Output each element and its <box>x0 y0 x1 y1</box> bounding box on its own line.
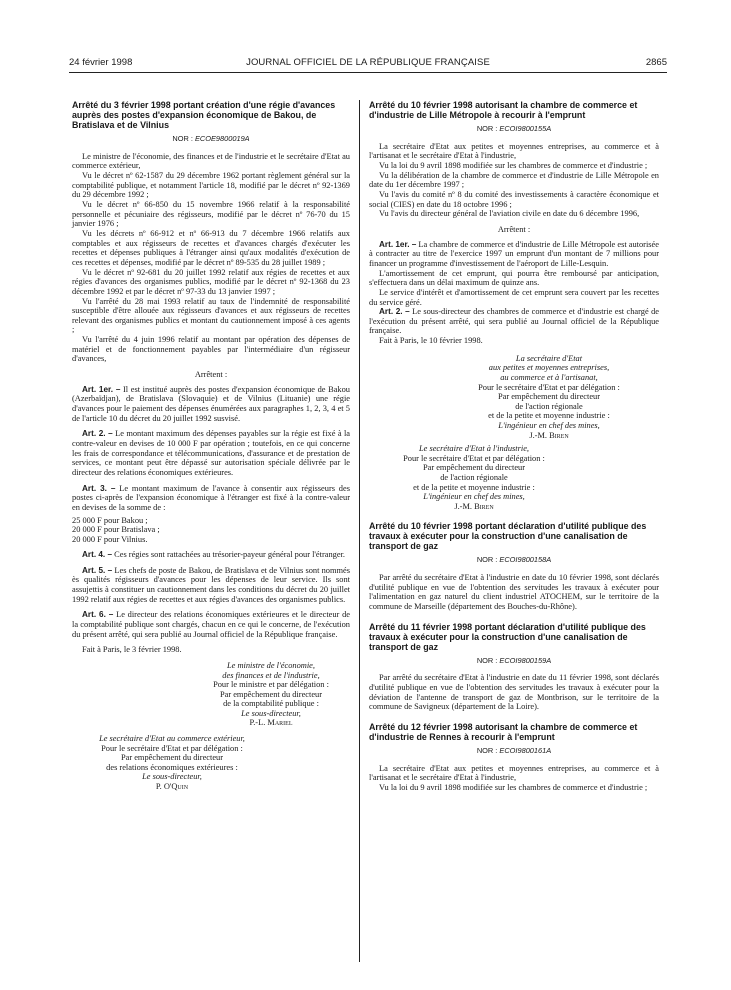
article-text: Ces régies sont rattachées au trésorier-payeur général pour l'étranger. <box>114 550 345 560</box>
done-at-line: Fait à Paris, le 3 février 1998. <box>82 645 182 655</box>
visa-paragraph: La secrétaire d'Etat aux petites et moyennes entreprises, au commerce et à l'artisanat et le secrétaire d'Etat à l'industrie, <box>369 141 659 161</box>
decree-text: Par arrêté du secrétaire d'Etat à l'industrie en date du 10 février 1998, sont déclarés d'utilité publique en vue de l'obtention des servitudes les travaux à exécuter pour l'alimentation en gaz naturel du client industriel ATOCHEM, sur le territoire de la commune de Marseille (département des Bouches-du-Rhône). <box>369 572 659 611</box>
nor-code: ECOI9800161A <box>499 745 552 755</box>
header-page-number: 2865 <box>645 57 667 68</box>
page-header <box>69 57 667 71</box>
nor-reference <box>369 555 659 565</box>
nor-label: NOR : <box>476 745 498 755</box>
nor-reference <box>369 124 659 134</box>
article-label: Art. 2. – <box>82 429 113 439</box>
article-label: Art. 1er. – <box>379 239 417 249</box>
article-label: Art. 2. – <box>379 307 410 317</box>
article <box>72 484 350 513</box>
nor-code: ECOI9800158A <box>499 555 552 565</box>
signature-line: de l'action régionale <box>440 472 508 482</box>
header-journal-title: JOURNAL OFFICIEL DE LA RÉPUBLIQUE FRANÇAISE <box>246 57 490 68</box>
visa-paragraph: Le ministre de l'économie, des finances et de l'industrie et le secrétaire d'Etat au commerce extérieur, <box>72 151 350 171</box>
signature-line: de l'action régionale <box>515 401 583 411</box>
signature-line: Le secrétaire d'Etat au commerce extérieur, <box>99 734 245 744</box>
article-text: Le montant maximum des dépenses payables sur la régie est fixé à la contre-valeur en devises de 10 000 F par opération ; toutefois, en ce qui concerne les frais de correspondance et télécommunications, d'assurance et de prestation de services, ce montant peut être dépassé sur autorisation spéciale délivrée par le directeur des relations économiques extérieures. <box>72 429 350 477</box>
visa-paragraph: Vu la loi du 9 avril 1898 modifiée sur les chambres de commerce et d'industrie ; <box>379 782 648 792</box>
article <box>72 550 350 560</box>
column-divider <box>359 100 360 962</box>
signature-block <box>439 354 659 440</box>
visa-paragraph: Vu le décret nº 62-1587 du 29 décembre 1962 portant règlement général sur la comptabilité publique, et notamment l'article 18, modifié par le décret nº 92-1369 du 29 décembre 1992 ; <box>72 170 350 200</box>
left-column <box>72 100 350 792</box>
nor-label: NOR : <box>476 655 498 665</box>
visa-paragraph: Vu la loi du 9 avril 1898 modifiée sur les chambres de commerce et d'industrie ; <box>379 160 648 170</box>
signature-line: Le sous-directeur, <box>142 772 202 782</box>
amount-item: 20 000 F pour Vilnius. <box>72 535 148 545</box>
article-label: Art. 6. – <box>82 610 114 620</box>
visa-paragraph: Vu l'arrêté du 28 mai 1993 relatif au taux de l'indemnité de responsabilité susceptible d'être allouée aux régisseurs d'avances et aux régisseurs de recettes relevant des organismes publics et montant du cautionnement imposé à ces agents ; <box>72 296 350 335</box>
signature-line: des finances et de l'industrie, <box>222 670 320 680</box>
nor-code: ECOI9800155A <box>499 124 552 133</box>
signatory-name: P.-L. Mariel <box>249 718 293 728</box>
signature-line: et de la petite et moyenne industrie : <box>413 482 535 492</box>
nor-label: NOR : <box>476 555 498 565</box>
nor-reference <box>72 134 350 144</box>
signature-block <box>192 661 350 728</box>
signature-line: Le secrétaire d'Etat à l'industrie, <box>418 444 530 454</box>
nor-label: NOR : <box>476 124 498 133</box>
visa-paragraph: Vu la délibération de la chambre de commerce et d'industrie de Lille Métropole en date du 1er décembre 1997 ; <box>369 170 659 190</box>
article-paragraph: Le service d'intérêt et d'amortissement de cet emprunt sera couvert par les recettes du service géré. <box>369 287 659 307</box>
signatory-name: J.-M. Biren <box>454 501 494 511</box>
signature-block <box>369 444 579 511</box>
signature-line: aux petites et moyennes entreprises, <box>488 363 610 373</box>
nor-code: ECOE9800019A <box>194 134 250 143</box>
signature-line: au commerce et à l'artisanat, <box>500 372 598 382</box>
signature-line: Pour le ministre et par délégation : <box>213 680 329 690</box>
nor-reference <box>369 746 659 756</box>
article-text: Le directeur des relations économiques extérieures et le directeur de la comptabilité publique sont chargés, chacun en ce qui le concerne, de l'exécution du présent arrêté, qui sera publié au Journal officiel de la République française. <box>72 610 350 639</box>
signature-line: Pour le secrétaire d'Etat et par délégation : <box>478 382 620 392</box>
visa-paragraph: Vu les décrets nº 66-912 et nº 66-913 du 7 décembre 1966 relatifs aux comptables et aux régisseurs de recettes et d'avances chargés d'exécuter les recettes et dépenses publiques à l'étranger ainsi qu'aux modalités d'exécution de ces recettes et dépenses, modifié par le décret nº 89-535 du 28 juillet 1989 ; <box>72 228 350 267</box>
nor-label: NOR : <box>172 134 193 143</box>
visa-paragraph: Vu l'avis du directeur général de l'aviation civile en date du 6 décembre 1996, <box>379 209 640 219</box>
arretent-heading: Arrêtent : <box>194 370 228 380</box>
article-paragraph: L'amortissement de cet emprunt, qui pourra être remboursé par anticipation, s'effectuera dans un délai maximum de quinze ans. <box>369 268 659 288</box>
article-text: La chambre de commerce et d'industrie de Lille Métropole est autorisée à contracter au titre de l'exercice 1997 un emprunt d'un montant de 7 millions pour financer un programme d'investissement de l'aéroport de Lille-Lesquin. <box>369 239 659 268</box>
signature-line: L'ingénieur en chef des mines, <box>498 420 600 430</box>
signature-line: Par empêchement du directeur <box>497 392 601 402</box>
done-at-line: Fait à Paris, le 10 février 1998. <box>379 336 483 346</box>
article <box>72 610 350 639</box>
signature-line: Pour le secrétaire d'Etat et par délégation : <box>101 743 243 753</box>
signature-line: Le ministre de l'économie, <box>226 660 315 670</box>
amount-list <box>72 516 350 545</box>
article-label: Art. 3. – <box>82 483 116 493</box>
decree-title: Arrêté du 12 février 1998 autorisant la chambre de commerce et d'industrie de Rennes à recourir à l'emprunt <box>369 721 638 742</box>
visa-paragraph: Vu l'avis du comité nº 8 du comité des investissements à caractère économique et social (CIES) en date du 18 octobre 1996 ; <box>369 189 659 209</box>
signature-line: Le sous-directeur, <box>241 708 301 718</box>
nor-reference <box>369 656 659 666</box>
signature-line: Par empêchement du directeur <box>219 689 323 699</box>
header-date: 24 février 1998 <box>69 57 133 68</box>
visa-paragraph: Vu l'arrêté du 4 juin 1996 relatif au montant par opération des dépenses de matériel et de fonctionnement payables par l'intermédiaire d'un régisseur d'avances, <box>72 335 350 364</box>
amount-item: 25 000 F pour Bakou ; <box>72 515 148 525</box>
article <box>72 429 350 477</box>
signature-line: et de la petite et moyenne industrie : <box>488 411 610 421</box>
article-label: Art. 4. – <box>82 550 113 560</box>
decree-title: Arrêté du 3 février 1998 portant création d'une régie d'avances auprès des postes d'expansion économique de Bakou, de Bratislava et de Vilnius <box>72 100 336 130</box>
article <box>72 385 350 424</box>
signatory-name: J.-M. Biren <box>529 430 569 440</box>
decree-title: Arrêté du 11 février 1998 portant déclaration d'utilité publique des travaux à exécuter pour la construction d'une canalisation de transport de gaz <box>369 621 646 652</box>
decree-title: Arrêté du 10 février 1998 autorisant la chambre de commerce et d'industrie de Lille Métropole à recourir à l'emprunt <box>369 100 638 120</box>
arretent-heading: Arrêtent : <box>497 224 531 234</box>
visa-paragraph: Vu le décret nº 66-850 du 15 novembre 1966 relatif à la responsabilité personnelle et pécuniaire des régisseurs, modifié par le décret nº 76-70 du 15 janvier 1976 ; <box>72 199 350 229</box>
article <box>369 240 659 269</box>
article-text: Il est institué auprès des postes d'expansion économique de Bakou (Azerbaïdjan), de Bratislava (Slovaquie) et de Vilnius (Lituanie) une régie d'avances pour le paiement des dépenses énumérées aux paragraphes 1, 2, 3, 4 et 5 de l'article 10 du décret du 20 juillet 1992 susvisé. <box>72 384 350 423</box>
article <box>72 566 350 605</box>
signatory-name: P. O'Quin <box>155 782 189 792</box>
signature-line: L'ingénieur en chef des mines, <box>423 492 525 502</box>
amount-item: 20 000 F pour Bratislava ; <box>72 525 160 535</box>
nor-code: ECOI9800159A <box>499 655 552 665</box>
visa-paragraph: Vu le décret nº 92-681 du 20 juillet 1992 relatif aux régies de recettes et aux régies d'avances des organismes publics, modifié par le décret nº 92-1368 du 23 décembre 1992 et par le décret nº 97-33 du 13 janvier 1997 ; <box>72 267 350 296</box>
article-label: Art. 5. – <box>82 565 113 575</box>
right-column <box>369 100 659 792</box>
signature-line: Par empêchement du directeur <box>422 463 526 473</box>
signature-line: La secrétaire d'Etat <box>515 353 583 363</box>
decree-text: Par arrêté du secrétaire d'Etat à l'industrie en date du 11 février 1998, sont déclarés d'utilité publique en vue de l'obtention des servitudes les travaux à exécuter pour la déviation de l'antenne de transport de gaz de Montbrison, sur le territoire de la commune de Savigneux (département de la Loire). <box>369 673 659 712</box>
visa-paragraph: La secrétaire d'Etat aux petites et moyennes entreprises, au commerce et à l'artisanat et le secrétaire d'Etat à l'industrie, <box>369 763 659 783</box>
article-text: Les chefs de poste de Bakou, de Bratislava et de Vilnius sont nommés ès qualités régisseurs d'avances pour les dépenses de leur service. Ils sont assujettis à constituer un cautionnement dans les conditions du décret du 20 juillet 1992 relatif aux régies de recettes et aux régies d'avances des organismes publics. <box>72 565 350 604</box>
signature-line: Pour le secrétaire d'Etat et par délégation : <box>403 453 545 463</box>
header-rule <box>69 72 667 73</box>
article <box>369 307 659 336</box>
signature-line: des relations économiques extérieures : <box>106 762 238 772</box>
article-label: Art. 1er. – <box>82 384 121 394</box>
signature-block <box>72 734 272 792</box>
article-text: Le sous-directeur des chambres de commerce et d'industrie est chargé de l'exécution du présent arrêté, qui sera publié au Journal officiel de la République française. <box>369 307 659 336</box>
signature-line: Par empêchement du directeur <box>120 753 224 763</box>
decree-title: Arrêté du 10 février 1998 portant déclaration d'utilité publique des travaux à exécuter pour la construction d'une canalisation de transport de gaz <box>369 521 647 552</box>
article-text: Le montant maximum de l'avance à consentir aux régisseurs des postes ci-après de l'expansion économique à l'étranger est fixé à la contre-valeur en devises de la somme de : <box>72 483 350 512</box>
signature-line: de la comptabilité publique : <box>223 699 319 709</box>
